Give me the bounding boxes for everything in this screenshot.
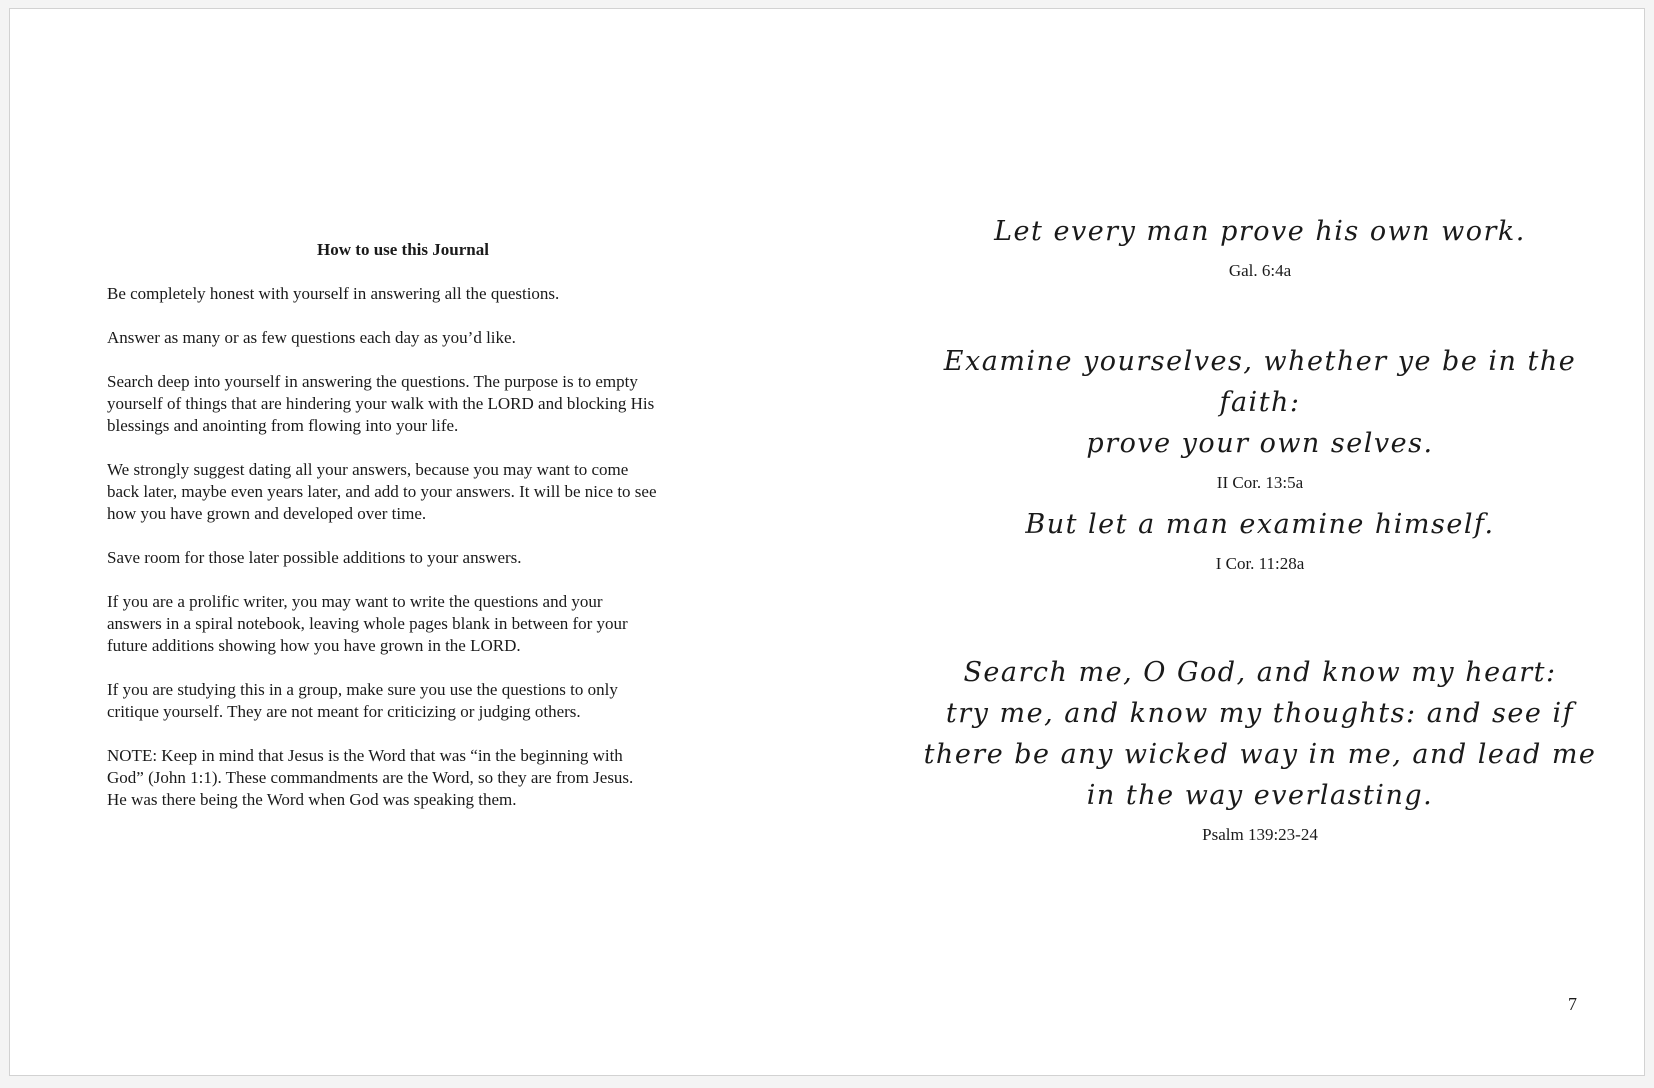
left-page xyxy=(107,239,707,833)
page-heading: How to use this Journal xyxy=(317,240,489,259)
instruction-paragraph: If you are studying this in a group, make sure you use the questions to only critique yourself. They are not meant for criticizing or judging others. xyxy=(107,680,618,721)
verse-block xyxy=(920,652,1600,846)
verse-block xyxy=(920,211,1600,282)
verse-text: Let every man prove his own work. xyxy=(994,216,1526,247)
instruction-paragraph: Be completely honest with yourself in answering all the questions. xyxy=(107,284,560,303)
verse-reference: Psalm 139:23-24 xyxy=(1202,825,1318,844)
instruction-paragraph: Answer as many or as few questions each day as you’d like. xyxy=(107,328,516,347)
verse-reference: Gal. 6:4a xyxy=(1228,261,1292,280)
verse-reference: I Cor. 11:28a xyxy=(1215,554,1305,573)
instruction-paragraph: Save room for those later possible additions to your answers. xyxy=(107,548,522,567)
note-paragraph: NOTE: Keep in mind that Jesus is the Word that was “in the beginning with God” (John 1:1). These commandments are the Word, so they are from Jesus. He was there being the Word when God was speaking them. xyxy=(107,746,634,809)
instruction-paragraph: If you are a prolific writer, you may want to write the questions and your answers in a spiral notebook, leaving whole pages blank in between for your future additions showing how you have grown in the LORD. xyxy=(107,592,628,655)
verse-reference: II Cor. 13:5a xyxy=(1216,473,1304,492)
page-number: 7 xyxy=(1568,994,1577,1014)
verse-block xyxy=(920,504,1600,575)
instruction-paragraph: Search deep into yourself in answering the questions. The purpose is to empty yourself of things that are hindering your walk with the LORD and blocking His blessings and anointing from flowing into your life. xyxy=(107,372,655,435)
verse-text: But let a man examine himself. xyxy=(1025,509,1495,540)
book-spread xyxy=(9,8,1645,1076)
verse-text: Examine yourselves, whether ye be in the faith: prove your own selves. xyxy=(943,346,1577,459)
verse-block xyxy=(920,341,1600,494)
verse-text: Search me, O God, and know my heart: try me, and know my thoughts: and see if there be any wicked way in me, and lead me in the way everlasting. xyxy=(923,657,1597,811)
instruction-paragraph: We strongly suggest dating all your answers, because you may want to come back later, maybe even years later, and add to your answers. It will be nice to see how you have grown and developed over time. xyxy=(107,460,657,523)
